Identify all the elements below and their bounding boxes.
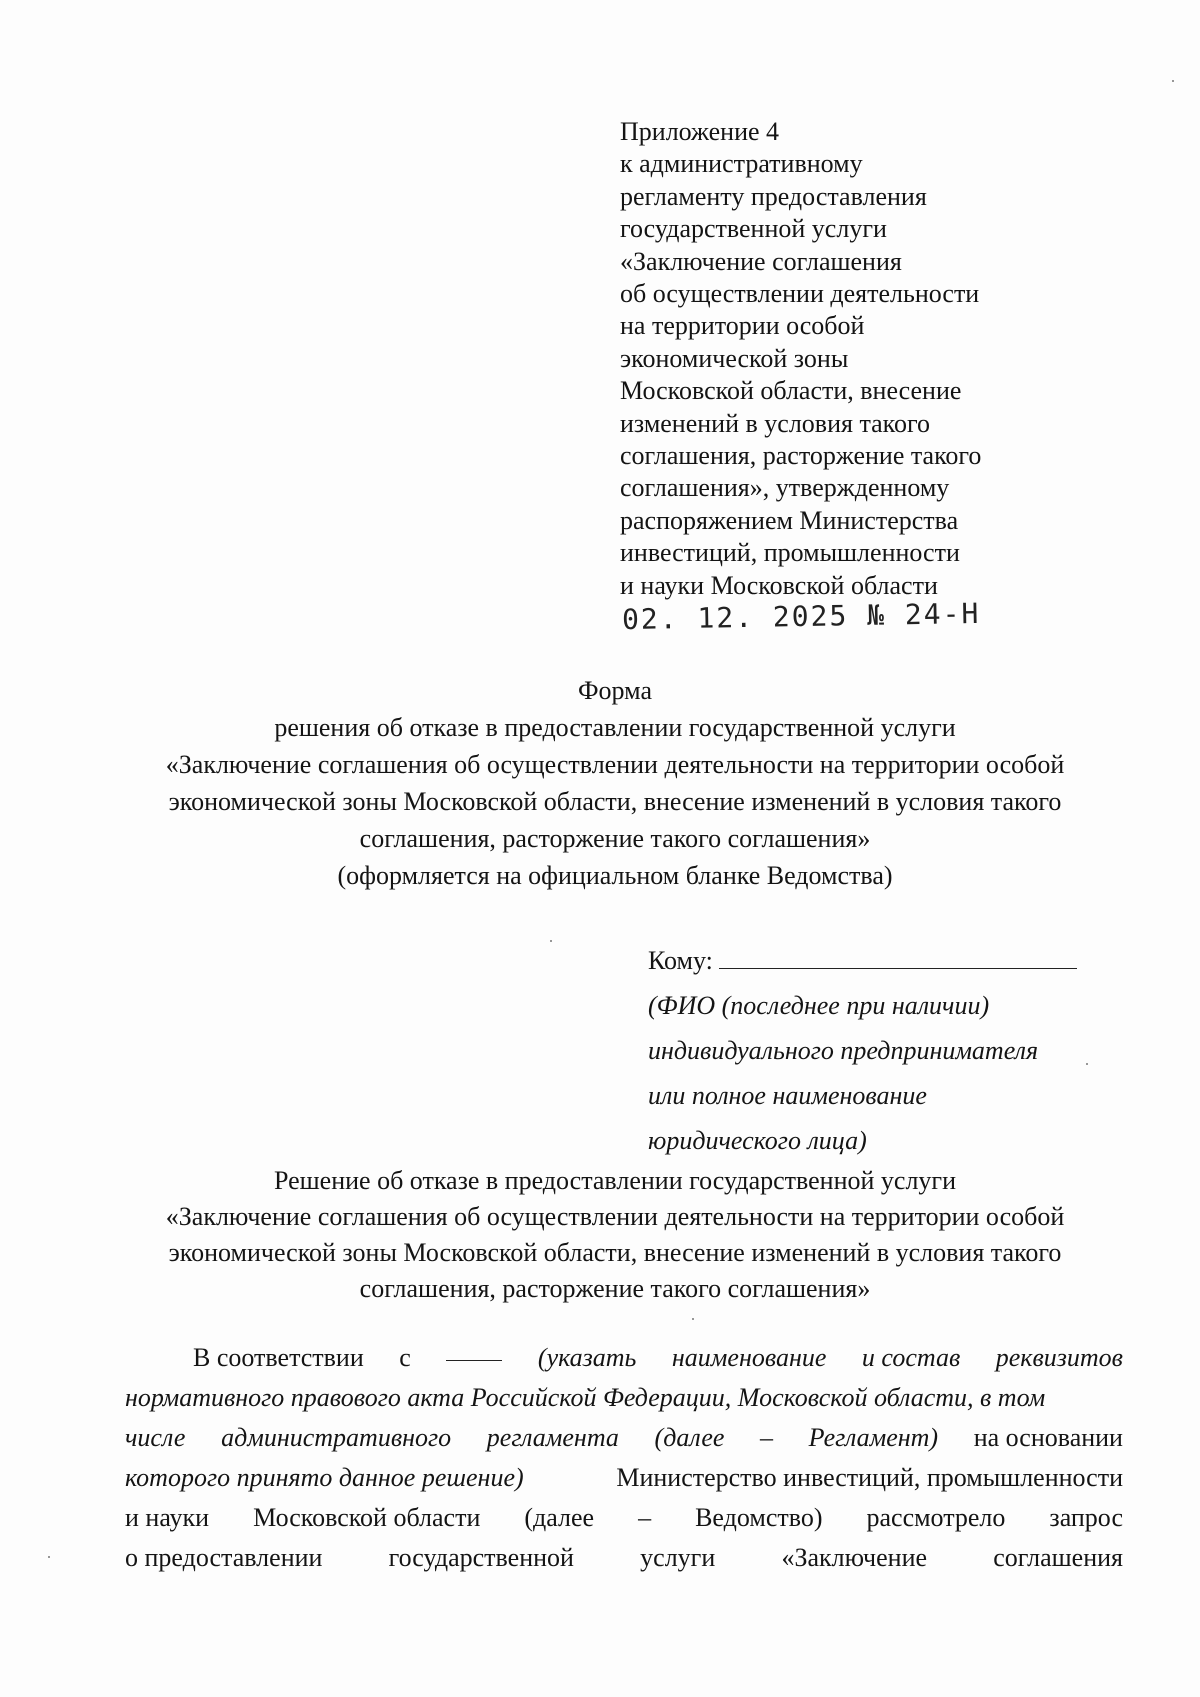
body-word: (далее xyxy=(654,1423,725,1452)
body-word: государственной xyxy=(388,1543,574,1572)
addressee-hint-line: юридического лица) xyxy=(648,1126,867,1155)
appendix-line: «Заключение соглашения xyxy=(620,246,902,276)
body-word: Министерство инвестиций, промышленности xyxy=(616,1463,1123,1492)
body-word: регламента xyxy=(486,1423,619,1452)
body-word: Московской области xyxy=(253,1503,481,1532)
appendix-line: на территории особой xyxy=(620,311,865,341)
addressee-hint-line: или полное наименование xyxy=(648,1081,927,1110)
scan-speck xyxy=(48,1556,50,1558)
appendix-line: Приложение 4 xyxy=(620,117,780,146)
body-word: реквизитов xyxy=(995,1343,1123,1372)
decision-title-block xyxy=(100,1163,1130,1307)
handwritten-date-number: 02. 12. 2025 № 24-Н xyxy=(621,596,981,637)
body-line-text: нормативного правового акта Российской Федерации, Московской области, в том xyxy=(125,1383,1046,1412)
form-title-line: экономической зоны Московской области, внесение изменений в условия такого xyxy=(168,787,1062,816)
body-word: и состав xyxy=(861,1343,961,1372)
body-word: соглашения xyxy=(993,1543,1123,1572)
scan-speck xyxy=(550,940,552,942)
appendix-line: распоряжением Министерства xyxy=(620,505,959,535)
appendix-line: Московской области, внесение xyxy=(620,376,962,406)
body-line xyxy=(125,1538,1123,1578)
body-word: на основании xyxy=(973,1423,1123,1452)
addressee-blank-field[interactable] xyxy=(719,944,1077,969)
decision-title-line: экономической зоны Московской области, внесение изменений в условия такого xyxy=(168,1238,1062,1267)
form-title-line: Форма xyxy=(578,676,652,705)
appendix-line: к административному xyxy=(620,149,863,179)
addressee-to-label: Кому: xyxy=(648,946,713,975)
appendix-block xyxy=(620,116,1100,602)
appendix-line: соглашения, расторжение такого xyxy=(620,441,982,471)
body-word: запрос xyxy=(1049,1503,1123,1532)
body-word: – xyxy=(760,1423,774,1452)
appendix-line: экономической зоны xyxy=(620,343,849,373)
body-line xyxy=(125,1338,1123,1378)
body-word: – xyxy=(638,1503,652,1532)
scan-speck xyxy=(692,1318,694,1320)
body-paragraph xyxy=(125,1338,1123,1578)
body-word: и науки xyxy=(125,1503,210,1532)
decision-title-line: соглашения, расторжение такого соглашения» xyxy=(359,1274,871,1303)
decision-title-line: Решение об отказе в предоставлении государственной услуги xyxy=(273,1166,957,1195)
body-word: В соответствии xyxy=(193,1343,364,1372)
appendix-line: соглашения», утвержденному xyxy=(620,473,950,503)
body-word: «Заключение xyxy=(781,1543,928,1572)
body-word: Регламент) xyxy=(808,1423,939,1452)
appendix-line: инвестиций, промышленности xyxy=(620,538,960,568)
body-word: о предоставлении xyxy=(125,1543,323,1572)
body-word: рассмотрело xyxy=(866,1503,1006,1532)
addressee-hint-line: (ФИО (последнее при наличии) xyxy=(648,991,990,1020)
body-word: (далее xyxy=(524,1503,595,1532)
addressee-block xyxy=(648,938,1118,1163)
form-title-line: (оформляется на официальном бланке Ведомства) xyxy=(337,861,893,890)
body-word: наименование xyxy=(671,1343,827,1372)
body-word: услуги xyxy=(640,1543,716,1572)
body-word: которого принято данное решение) xyxy=(125,1463,524,1492)
appendix-line: об осуществлении деятельности xyxy=(620,279,980,309)
scan-speck xyxy=(1086,1063,1088,1065)
body-word: административного xyxy=(221,1423,452,1452)
body-line xyxy=(125,1498,1123,1538)
blank-field[interactable] xyxy=(446,1338,502,1361)
form-title-line: решения об отказе в предоставлении государственной услуги xyxy=(274,713,956,742)
body-line xyxy=(125,1378,1123,1418)
appendix-line: государственной услуги xyxy=(620,214,887,244)
addressee-to-row xyxy=(648,938,1118,983)
appendix-line: изменений в условия такого xyxy=(620,408,930,438)
appendix-line: и науки Московской области xyxy=(620,570,938,600)
body-word: с xyxy=(399,1343,411,1372)
appendix-line: регламенту предоставления xyxy=(620,181,927,211)
decision-title-line: «Заключение соглашения об осуществлении деятельности на территории особой xyxy=(165,1202,1065,1231)
body-word: Ведомство) xyxy=(695,1503,823,1532)
form-title-line: соглашения, расторжение такого соглашения» xyxy=(359,824,871,853)
scan-speck xyxy=(1172,80,1174,82)
body-word: (указать xyxy=(537,1343,637,1372)
body-line xyxy=(125,1418,1123,1458)
body-word: числе xyxy=(125,1423,186,1452)
addressee-hint-line: индивидуального предпринимателя xyxy=(648,1036,1039,1065)
form-title-block xyxy=(100,672,1130,894)
body-line xyxy=(125,1458,1123,1498)
form-title-line: «Заключение соглашения об осуществлении деятельности на территории особой xyxy=(165,750,1065,779)
